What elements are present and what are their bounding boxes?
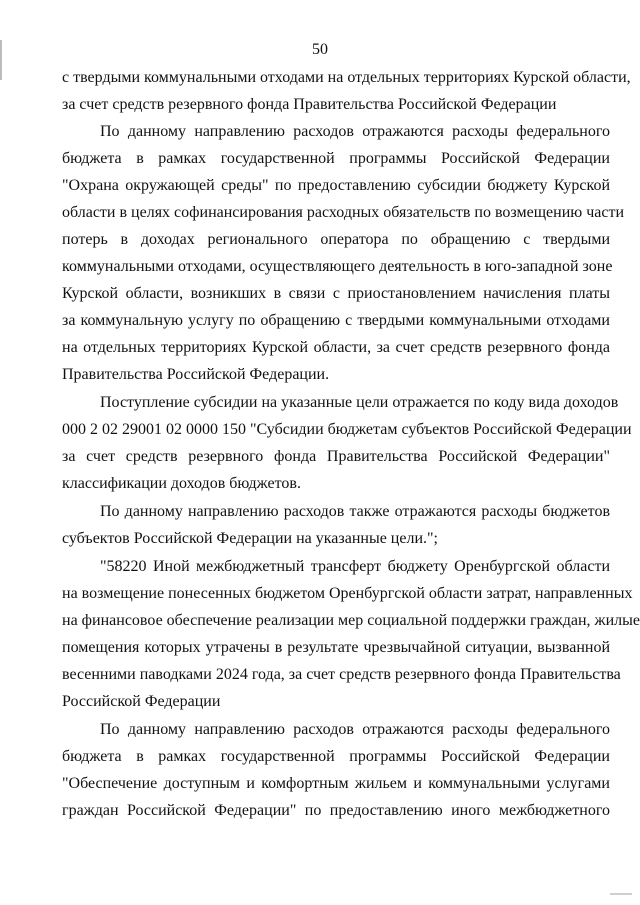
text-line: коммунальными отходами, осуществляющего деятельность в юго-западной зоне xyxy=(62,258,613,275)
text-line: помещения которых утрачены в результате чрезвычайной ситуации, вызванной xyxy=(62,639,610,656)
text-line: Курской области, возникших в связи с приостановлением начисления платы xyxy=(62,285,610,302)
text-line: "Обеспечение доступным и комфортным жильем и коммунальными услугами xyxy=(62,775,610,792)
paragraph-first-line: Поступление субсидии на указанные цели отражается по коду вида доходов xyxy=(100,394,619,411)
paragraph-first-line: По данному направлению расходов также отражаются расходы бюджетов xyxy=(100,503,610,520)
text-line: бюджета в рамках государственной программы Российской Федерации xyxy=(62,150,610,167)
text-line: за счет средств резервного фонда Правительства Российской Федерации" xyxy=(62,448,610,465)
text-line: классификации доходов бюджетов. xyxy=(62,475,301,492)
text-line: 000 2 02 29001 02 0000 150 "Субсидии бюджетам субъектов Российской Федерации xyxy=(62,421,632,438)
text-line: за счет средств резервного фонда Правительства Российской Федерации xyxy=(62,96,557,113)
text-line: за коммунальную услугу по обращению с твердыми коммунальными отходами xyxy=(62,312,610,329)
text-line: субъектов Российской Федерации на указанные цели."; xyxy=(62,530,438,547)
text-line: потерь в доходах регионального оператора по обращению с твердыми xyxy=(62,231,610,248)
text-line: весенними паводками 2024 года, за счет средств резервного фонда Правительства xyxy=(62,666,621,683)
text-line: на отдельных территориях Курской области, за счет средств резервного фонда xyxy=(62,339,610,356)
paragraph-first-line: По данному направлению расходов отражаются расходы федерального xyxy=(100,123,610,140)
text-line: бюджета в рамках государственной программы Российской Федерации xyxy=(62,748,610,765)
text-line: Правительства Российской Федерации. xyxy=(62,366,330,383)
text-line: на финансовое обеспечение реализации мер социальной поддержки граждан, жилые xyxy=(62,612,640,629)
scan-edge-mark xyxy=(610,893,632,895)
paragraph-first-line: "58220 Иной межбюджетный трансферт бюджету Оренбургской области xyxy=(100,558,610,575)
text-line: области в целях софинансирования расходных обязательств по возмещению части xyxy=(62,204,625,221)
text-line: "Охрана окружающей среды" по предоставлению субсидии бюджету Курской xyxy=(62,177,610,194)
page-number: 50 xyxy=(312,41,328,58)
text-line: на возмещение понесенных бюджетом Оренбургской области затрат, направленных xyxy=(62,585,633,602)
paragraph-first-line: По данному направлению расходов отражаются расходы федерального xyxy=(100,721,610,738)
text-line: Российской Федерации xyxy=(62,693,221,710)
text-line: граждан Российской Федерации" по предоставлению иного межбюджетного xyxy=(62,802,610,819)
text-line: с твердыми коммунальными отходами на отдельных территориях Курской области, xyxy=(62,69,631,86)
